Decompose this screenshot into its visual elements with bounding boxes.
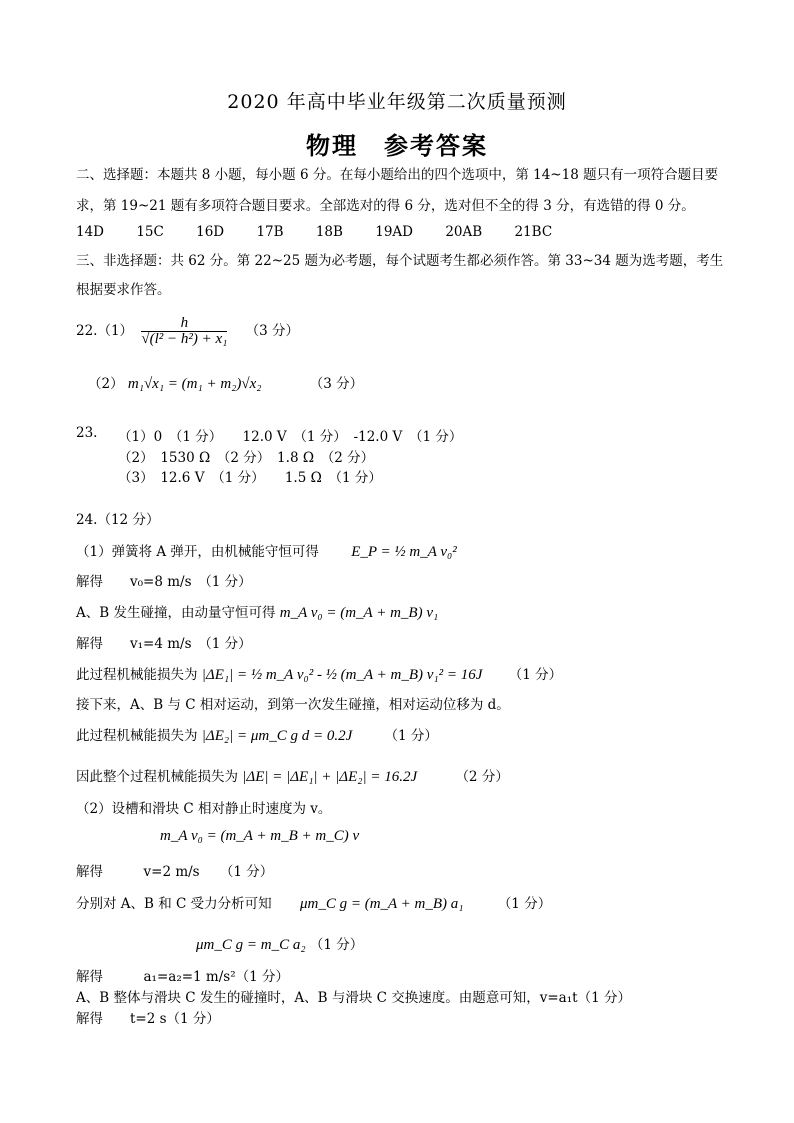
q24-line15: A、B 整体与滑块 C 发生的碰撞时，A、B 与滑块 C 交换速度。由题意可知，v=a₁t（1 分） (76, 990, 631, 1006)
q24-line12-text: 分别对 A、B 和 C 受力分析可知 (76, 896, 272, 912)
q22-part1-label: 22.（1） (76, 323, 134, 339)
section2-line2: 求，第 19~21 题有多项符合题目要求。全部选对的得 6 分，选对但不全的得 3 分，有选错的得 0 分。 (76, 198, 695, 214)
q24-line8 (76, 765, 509, 786)
q22-part2-formula: m₁√x₁ = (m₁ + m₂)√x₂ (127, 376, 262, 392)
q23-row3: （3） 12.6 V （1 分） 1.5 Ω （1 分） (118, 470, 382, 486)
q24-line3-formula: m_A v₀ = (m_A + m_B) v₁ (279, 605, 439, 621)
q24-line13-formula: μm_C g = m_C a₂ (196, 937, 306, 953)
q24-line2: 解得 v₀=8 m/s （1 分） (76, 574, 252, 590)
q24-line1 (76, 540, 457, 561)
q24-line5-score: （1 分） (508, 667, 563, 683)
q22-fraction-numerator: h (141, 316, 227, 332)
q24-line8-formula: |ΔE| = |ΔE₁| + |ΔE₂| = 16.2J (242, 769, 418, 785)
answer-item: 20AB (445, 224, 483, 240)
q24-line7 (76, 724, 438, 745)
q23-label: 23. (76, 425, 98, 441)
q23-row1: （1）0 （1 分） 12.0 V （1 分） -12.0 V （1 分） (118, 429, 463, 445)
answer-item: 19AD (375, 224, 414, 240)
q24-line1-formula: E_P = ½ m_A v₀² (351, 544, 457, 560)
q24-line16: 解得 t=2 s（1 分） (76, 1011, 220, 1027)
q24-line13 (196, 933, 363, 954)
q24-line4: 解得 v₁=4 m/s （1 分） (76, 636, 252, 652)
q24-line10-formula: m_A v₀ = (m_A + m_B + m_C) v (160, 828, 360, 844)
answer-item: 21BC (514, 224, 553, 240)
q24-line3 (76, 601, 438, 622)
q24-line3-text: A、B 发生碰撞，由动量守恒可得 (76, 605, 276, 621)
q24-line5-formula: |ΔE₁| = ½ m_A v₀² - ½ (m_A + m_B) v₁² = 16J (201, 667, 483, 683)
answer-item: 16D (196, 224, 225, 240)
choice-answers (76, 224, 580, 240)
q24-line12-formula: μm_C g = (m_A + m_B) a₁ (299, 896, 464, 912)
answer-item: 17B (256, 224, 284, 240)
q24-line12 (76, 892, 551, 913)
q24-line5 (76, 663, 562, 684)
q24-line5-text: 此过程机械能损失为 (76, 667, 198, 683)
q22-fraction (141, 316, 227, 347)
q24-line7-formula: |ΔE₂| = μm_C g d = 0.2J (201, 728, 353, 744)
section2-line1: 二、选择题：本题共 8 小题，每小题 6 分。在每小题给出的四个选项中，第 14~18 题只有一项符合题目要 (76, 167, 719, 183)
q22-part2 (88, 372, 363, 393)
q24-line6: 接下来，A、B 与 C 相对运动，到第一次发生碰撞，相对运动位移为 d。 (76, 697, 510, 713)
q22-part2-label: （2） (88, 376, 124, 392)
page-subtitle: 物理 参考答案 (306, 131, 488, 160)
q24-line14: 解得 a₁=a₂=1 m/s²（1 分） (76, 969, 289, 985)
q24-line7-score: （1 分） (384, 728, 438, 744)
q24-line10 (160, 828, 359, 845)
q24-line8-text: 因此整个过程机械能损失为 (76, 769, 238, 785)
answer-item: 15C (136, 224, 164, 240)
q24-line12-score: （1 分） (497, 896, 552, 912)
page-title: 2020 年高中毕业年级第二次质量预测 (227, 91, 567, 113)
answer-item: 14D (76, 224, 105, 240)
section3-line1: 三、非选择题：共 62 分。第 22~25 题为必考题，每个试题考生都必须作答。第 33~34 题为选考题，考生 (76, 253, 724, 269)
q24-line1-text: （1）弹簧将 A 弹开，由机械能守恒可得 (76, 544, 319, 560)
q23-row2: （2） 1530 Ω （2 分） 1.8 Ω （2 分） (118, 450, 375, 466)
q24-line9: （2）设槽和滑块 C 相对静止时速度为 v。 (76, 801, 332, 817)
q24-line8-score: （2 分） (455, 769, 509, 785)
q22-part1 (76, 316, 299, 347)
q24-line11: 解得 v=2 m/s （1 分） (76, 864, 274, 880)
q24-heading: 24.（12 分） (76, 512, 160, 528)
q22-part1-score: （3 分） (245, 323, 300, 339)
q24-line13-score: （1 分） (309, 937, 364, 953)
q22-fraction-denominator: √(l² − h²) + x₁ (141, 331, 228, 347)
q22-part2-score: （3 分） (309, 376, 364, 392)
q24-line7-text: 此过程机械能损失为 (76, 728, 198, 744)
answer-item: 18B (315, 224, 343, 240)
section3-line2: 根据要求作答。 (76, 282, 171, 298)
